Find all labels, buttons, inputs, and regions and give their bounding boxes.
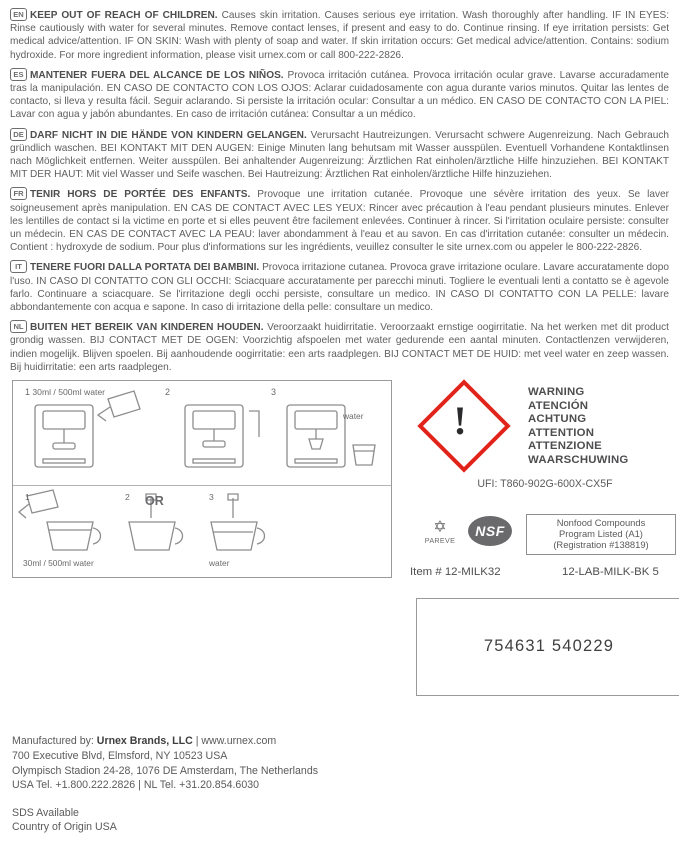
language-block-en (10, 8, 669, 62)
warning-word-fr: ATTENTION (528, 426, 595, 439)
illustration-b-step-3: 3 (209, 492, 214, 503)
exclamation-mark: ! (453, 397, 467, 443)
warning-body-fr: Provoque une irritation cutanée. Provoque une sévère irritation des yeux. Se laver soigneusement après manipulation. EN CAS DE CONTACT AVEC LES YEUX: Rincer avec précaution à l'eau pendant plusieurs minutes. Enlever les lentilles de contact si la victime en porte et si elles peuvent être facilement enlevées. Continuer à rincer. Si l'irritation oculaire persiste: consulter un médecin. EN CAS DE CONTACT AVEC LA PEAU: laver abondamment à l'eau et au savon. En cas d'irritation cutanée: consulter un médecin. Contient : hydroxyde de sodium. Pour plus d'informations sur les ingrédients, veuillez consulter le site urnex.com ou appeler le 800-222-2826. (10, 189, 669, 254)
item-number: Item # 12-MILK32 (410, 565, 501, 578)
address-us: 700 Executive Blvd, Elmsford, NY 10523 USA (12, 750, 228, 763)
hazard-row (402, 380, 679, 468)
nonfood-line-3: (Registration #138819) (553, 539, 649, 551)
warning-heading-de: DARF NICHT IN DIE HÄNDE VON KINDERN GELANGEN. (30, 129, 307, 141)
nonfood-compounds-box (526, 514, 676, 555)
pareve-label: PAREVE (424, 535, 456, 545)
lot-number: 754631 540229 (483, 637, 615, 656)
warning-heading-en: KEEP OUT OF REACH OF CHILDREN. (30, 10, 218, 21)
nonfood-line-1: Nonfood Compounds (556, 516, 646, 528)
or-label: OR (145, 494, 164, 509)
warning-body-es: Provoca irritación cutánea. Provoca irritación ocular grave. Lavarse accuradamente tras la manipulación. EN CASO DE CONTACTO CON LOS OJOS: Aclarar cuidadosamente con agua durante varios minutos. Quitar las lentes de contacto, si lleva y resulta fácil. Seguir aclarando. Si persiste la irritación ocular: Consultar a un médico. EN CASO DE CONTACTO CON LA PIEL: Lavar con agua y jabón abundantes. En caso de irritación cutánea: Consultar a un médico. (10, 69, 669, 121)
language-block-fr (10, 187, 669, 254)
language-block-de (10, 128, 669, 182)
flag-icon-it: IT (10, 260, 27, 273)
warning-heading-it: TENERE FUORI DALLA PORTATA DEI BAMBINI. (30, 262, 260, 274)
lab-code: 12-LAB-MILK-BK 5 (562, 565, 659, 578)
language-block-nl (10, 320, 669, 374)
manufacturer-website: | www.urnex.com (192, 735, 277, 748)
illustration-step-1 (25, 387, 105, 397)
usage-instructions-illustration (12, 380, 392, 578)
warning-word-en: WARNING (528, 386, 585, 399)
warning-body-nl: Veroorzaakt huidirritatie. Veroorzaakt ernstige oogirritatie. Na het werken met dit product grondig wassen. BIJ CONTACT MET DE OGEN: Voorzichtig afspoelen met water gedurende een aantal minuten. Contactlenzen verwijderen, indien mogelijk. Blijven spoelen. Bij aanhoudende oogirritatie: een arts raadplegen. BIJ CONTACT MET DE HUID: met veel water en zeep wassen. Bij huidirritatie: een arts raadplegen. (10, 322, 669, 373)
manufacturer-name: Urnex Brands, LLC (96, 735, 193, 748)
warning-word-de: ACHTUNG (528, 413, 587, 426)
ghs-exclamation-icon (418, 380, 502, 464)
ufi-code: UFI: T860-902G-600X-CX5F (477, 477, 613, 490)
lot-number-box (416, 598, 679, 696)
illustration-row-espresso (13, 381, 391, 486)
flag-icon-en: EN (10, 8, 27, 21)
warning-body-it: Provoca irritazione cutanea. Provoca grave irritazione oculare. Lavare accuratamente dopo l'uso. IN CASO DI CONTATTO CON GLI OCCHI: Sciacquare accuratamente per parecchi minuti. Togliere le eventuali lenti a contatto se è agevole farlo. Continuare a sciacquare. Se l'irritazione degli occhi persiste, consultare un medico. IN CASO DI CONTATTO CON LA PELLE: lavare abbondantemente con acqua e sapone. In caso di irritazione della pelle: consultare un medico. (10, 262, 670, 314)
flag-icon-de: DE (10, 128, 27, 141)
warning-word-es: ATENCIÓN (528, 399, 589, 412)
warning-words-list (528, 380, 628, 468)
manufacturer-footer (12, 734, 412, 835)
illustration-step-2 (165, 387, 170, 397)
language-block-it (10, 260, 669, 314)
pareve-icon (420, 520, 460, 545)
illustration-b-step-1: 1 (25, 492, 30, 503)
flag-icon-fr: FR (10, 187, 27, 200)
address-nl: Olympisch Stadion 24-28, 1076 DE Amsterdam, The Netherlands (12, 764, 319, 777)
item-code-row (402, 566, 679, 584)
warning-heading-fr: TENIR HORS DE PORTÉE DES ENFANTS. (30, 189, 251, 201)
warning-word-nl: WAARSCHUWING (528, 454, 629, 467)
certification-row (402, 516, 679, 562)
manufactured-prefix: Manufactured by: (12, 735, 97, 748)
manufactured-by-line (12, 734, 412, 749)
country-of-origin: Country of Origin USA (12, 821, 117, 834)
middle-section (10, 380, 669, 656)
warning-heading-es: MANTENER FUERA DEL ALCANCE DE LOS NIÑOS. (30, 69, 284, 81)
nsf-logo: NSF (468, 516, 512, 546)
illustration-row-frothing-pitcher (13, 486, 391, 576)
language-block-es (10, 68, 669, 122)
sds-available: SDS Available (12, 806, 79, 819)
star-of-david-icon: ✡ (433, 518, 447, 536)
warning-body-en: Causes skin irritation. Causes serious eye irritation. Wash thoroughly after handling. IF IN EYES: Rinse cautiously with water for several minutes. Remove contact lenses, if present and easy to do. Continue rinsing. If eye irritation persists: Get medical advice/attention. IF ON SKIN: Wash with plenty of soap and water. If skin irritation occurs: Get medical advice/attention. Contains: sodium hydroxide. For more ingredient information, please visit urnex.com or call 800-222-2826. (10, 10, 670, 61)
warning-body-de: Verursacht Hautreizungen. Verursacht schwere Augenreizung. Nach Gebrauch gründlich waschen. BEI KONTAKT MIT DEN AUGEN: Einige Minuten lang behutsam mit Wasser ausspülen. Eventuell Vorhandene Kontaktlinsen nach Möglichkeit entfernen. Weiter ausspülen. Bei anhaltender Augenreizung: Ärztlichen Rat einholen/ärztliche Hilfe hinzuziehen. BEI KONTAKT MIT DER HAUT: Mit viel Wasser und Seife waschen. Bei Hautreizung: Ärztlichen Rat einholen/ärztliche Hilfe hinzuziehen. (10, 129, 669, 181)
step-1-text: 30ml / 500ml water (32, 387, 106, 398)
flag-icon-es: ES (10, 68, 27, 81)
illustration-step-3 (271, 387, 276, 397)
water-label-top: water (343, 411, 364, 422)
illustration-b-step-2: 2 (125, 492, 130, 503)
warning-heading-nl: BUITEN HET BEREIK VAN KINDEREN HOUDEN. (30, 322, 264, 334)
step-3-number: 3 (271, 387, 277, 398)
caption-water: water (209, 558, 230, 569)
right-column (402, 380, 679, 696)
phone-numbers: USA Tel. +1.800.222.2826 | NL Tel. +31.20.854.6030 (12, 779, 259, 792)
flag-icon-nl: NL (10, 320, 27, 333)
warning-word-it: ATTENZIONE (528, 440, 602, 453)
step-2-number: 2 (165, 387, 171, 398)
caption-dose-water: 30ml / 500ml water (23, 558, 94, 569)
nonfood-line-2: Program Listed (A1) (559, 528, 643, 540)
step-1-number: 1 (25, 387, 31, 398)
